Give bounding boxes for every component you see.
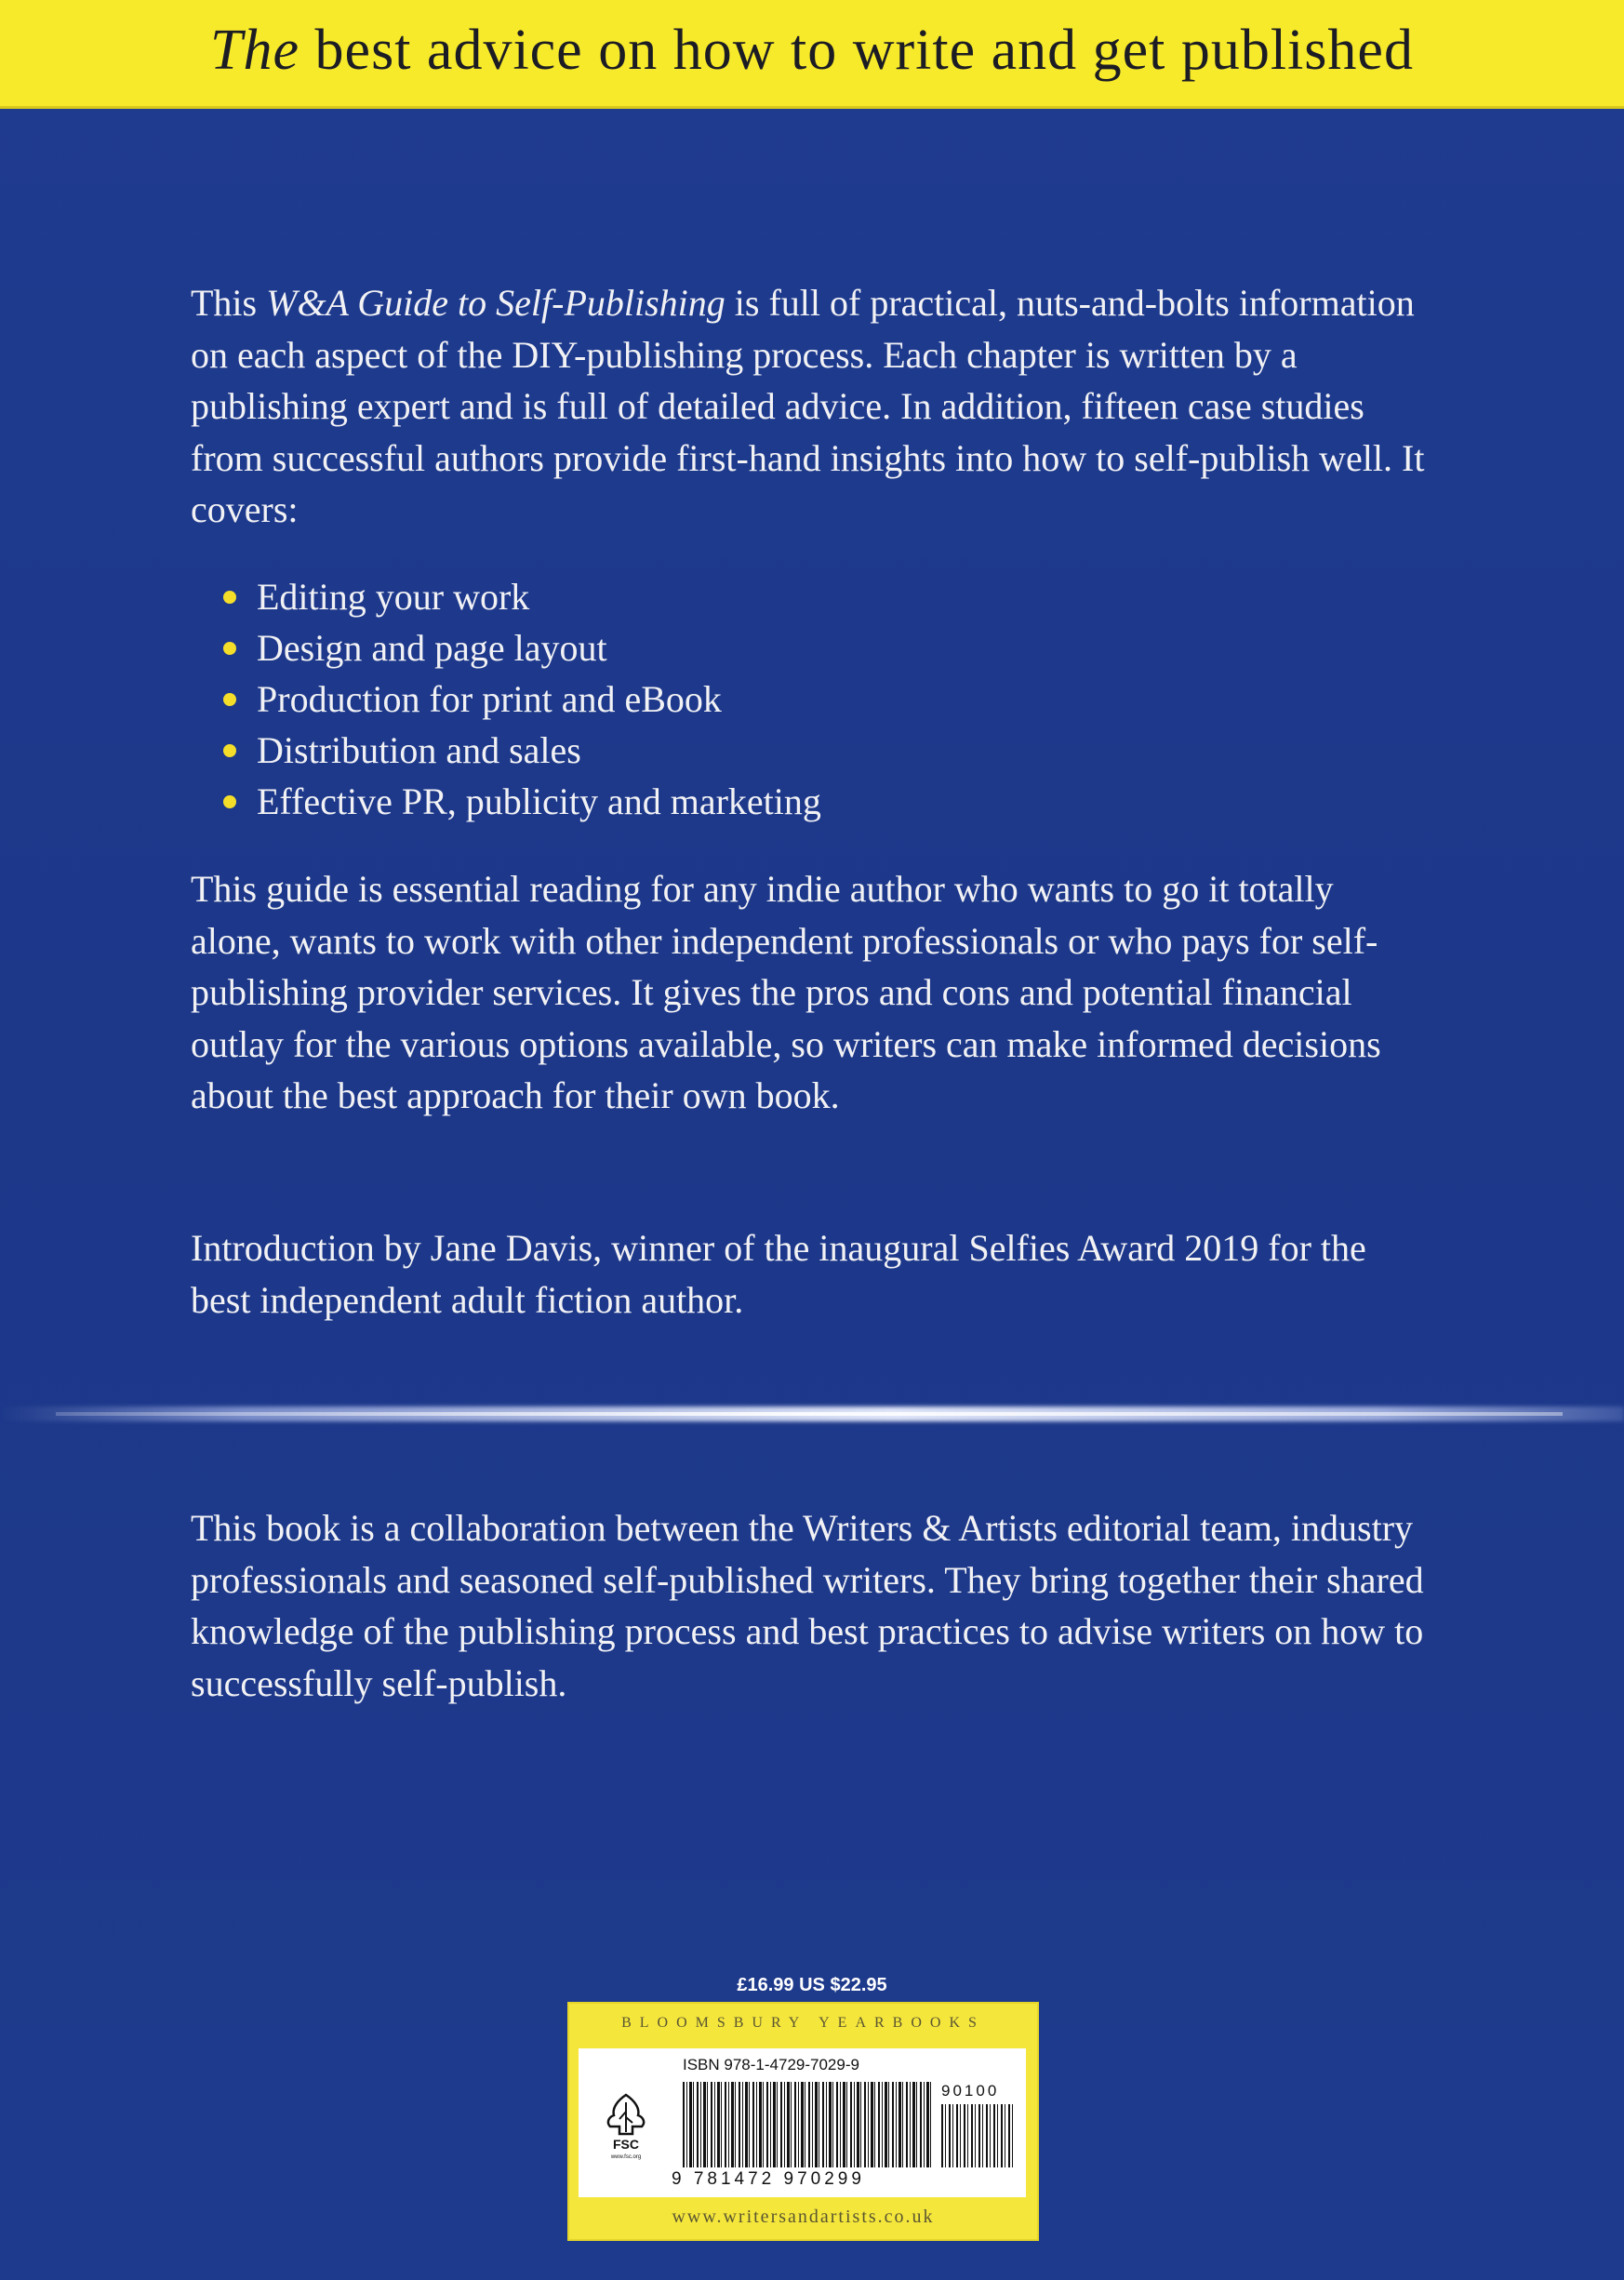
bullet-dot: [223, 744, 236, 757]
list-item: [223, 673, 821, 725]
barcode: [683, 2082, 934, 2167]
light-divider: [56, 1412, 1563, 1416]
list-item-label: Distribution and sales: [257, 729, 581, 771]
price-label: £16.99 US $22.95: [737, 1975, 887, 1995]
supplement-code: 90100: [941, 2082, 1000, 2100]
bullet-dot: [223, 642, 236, 655]
bullet-dot: [223, 795, 236, 808]
tagline-banner: [0, 0, 1624, 109]
fsc-logo-icon: [601, 2091, 651, 2160]
barcode-panel: [567, 2002, 1039, 2241]
covers-list: [223, 571, 821, 827]
tagline-emphasis: The: [210, 19, 300, 82]
essential-paragraph: This guide is essential reading for any indie author who wants to go it totally alone, wants to work with other independent professionals or who pays for self-publishing provider services. It gives the pros and cons and potential financial outlay for the various options available, so writers can make informed decisions about the best approach for their own book.: [191, 868, 1381, 1116]
ean-number: 9 781472 970299: [672, 2169, 865, 2189]
intro-paragraph: [191, 277, 1428, 536]
supplement-barcode: [941, 2104, 1016, 2167]
book-title: W&A Guide to Self-Publishing: [266, 282, 725, 324]
website-url: www.writersandartists.co.uk: [672, 2207, 935, 2227]
list-item: [223, 725, 821, 776]
list-item-label: Effective PR, publicity and marketing: [257, 780, 821, 822]
list-item: [223, 776, 821, 827]
introduction-credit: Introduction by Jane Davis, winner of the inaugural Selfies Award 2019 for the best independent adult fiction author.: [191, 1227, 1366, 1321]
tagline-text: best advice on how to write and get published: [314, 19, 1414, 82]
intro-text: is full of practical, nuts-and-bolts information on each aspect of the DIY-publishing process. Each chapter is written by a publishing expert and is full of detailed advice. In addition, fifteen case studies from successful authors provide first-hand insights into how to self-publish well. It covers:: [191, 282, 1425, 530]
bullet-dot: [223, 591, 236, 604]
barcode-area: [579, 2048, 1026, 2197]
list-item-label: Editing your work: [257, 576, 530, 618]
isbn-text: ISBN 978-1-4729-7029-9: [683, 2056, 859, 2073]
tagline: [0, 17, 1624, 84]
publisher-imprint: BLOOMSBURY YEARBOOKS: [621, 2015, 985, 2031]
intro-prefix: This: [191, 282, 258, 324]
collaboration-paragraph: This book is a collaboration between the Writers & Artists editorial team, industry professionals and seasoned self-published writers. They bring together their shared knowledge of the publishing process and best practices to advise writers on how to successfully self-publish.: [191, 1507, 1424, 1704]
list-item-label: Production for print and eBook: [257, 678, 722, 720]
fsc-label: FSC: [613, 2137, 639, 2152]
bullet-dot: [223, 693, 236, 706]
list-item: [223, 622, 821, 673]
fsc-url: www.fsc.org: [610, 2154, 642, 2160]
list-item: [223, 571, 821, 622]
list-item-label: Design and page layout: [257, 627, 607, 669]
